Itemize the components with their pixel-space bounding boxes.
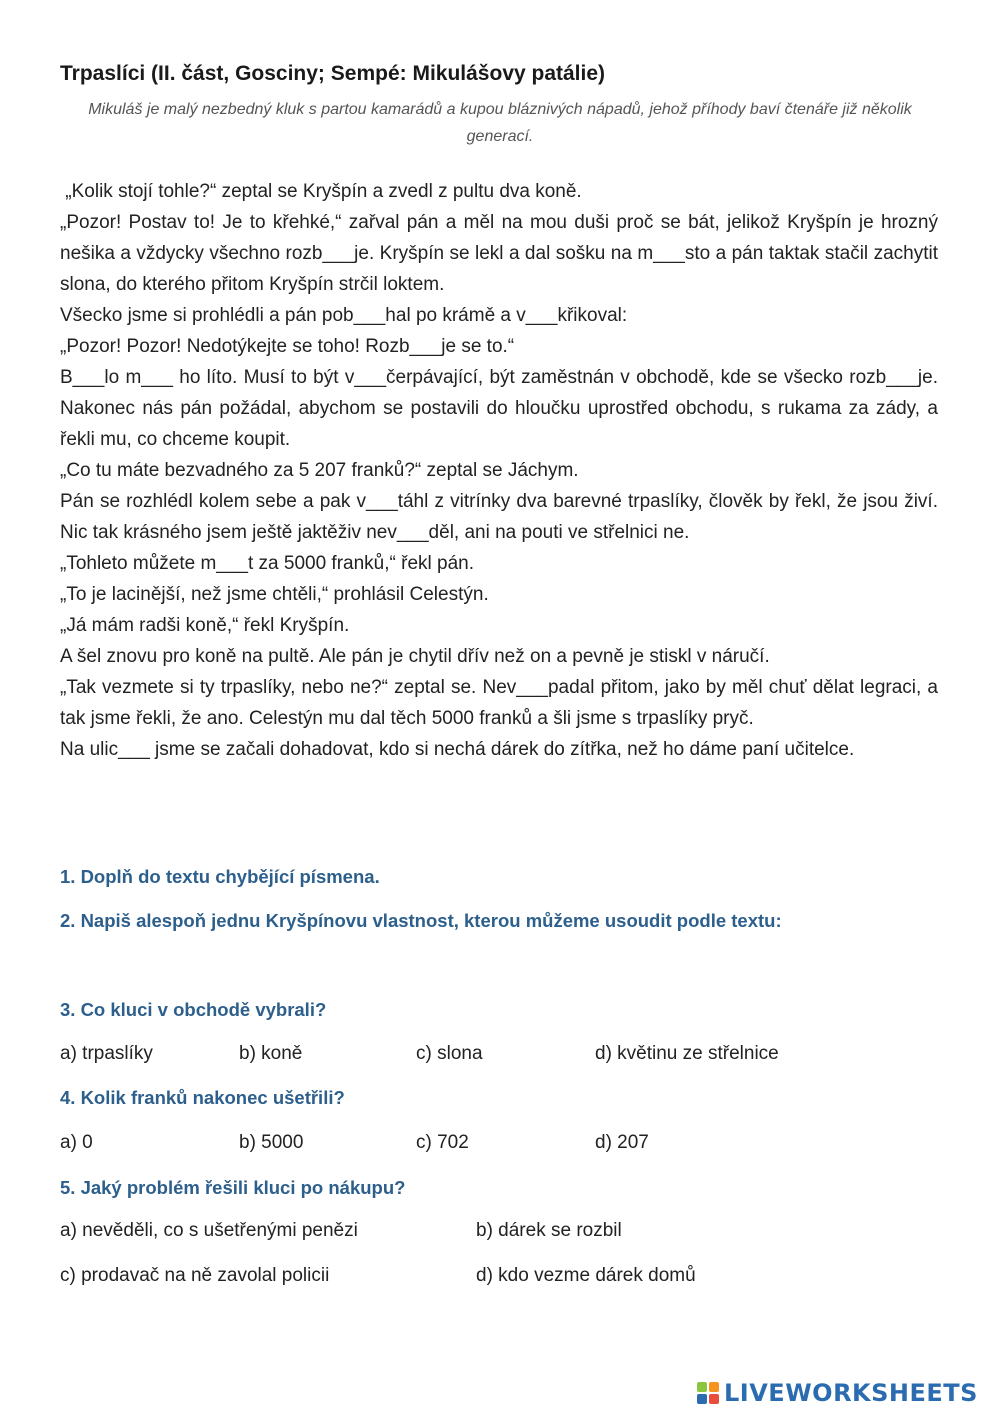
story-paragraph: „Tohleto můžete m___t za 5000 franků,“ řekl pán.: [60, 553, 475, 574]
option-a[interactable]: a) 0: [60, 1132, 93, 1153]
question-3: 3. Co kluci v obchodě vybrali?: [60, 999, 327, 1020]
question-5: 5. Jaký problém řešili kluci po nákupu?: [60, 1177, 406, 1198]
document-title: Trpaslíci (II. část, Gosciny; Sempé: Mikulášovy patálie): [60, 62, 606, 85]
question-5-options-row-1: [60, 1220, 940, 1250]
story-paragraph: „Kolik stojí tohle?“ zeptal se Kryšpín a zvedl z pultu dva koně.: [60, 181, 582, 202]
story-paragraph: „Pozor! Pozor! Nedotýkejte se toho! Rozb___je se to.“: [60, 336, 515, 357]
document-subtitle: Mikuláš je malý nezbedný kluk s partou kamarádů a kupou bláznivých nápadů, jehož příhody baví čtenáře již několik generací.: [88, 101, 912, 145]
question-4: 4. Kolik franků nakonec ušetřili?: [60, 1087, 345, 1108]
question-3-options: [60, 1043, 940, 1073]
story-paragraph: „Já mám radši koně,“ řekl Kryšpín.: [60, 615, 350, 636]
option-a[interactable]: a) nevěděli, co s ušetřenými penězi: [60, 1220, 358, 1241]
option-b[interactable]: b) 5000: [239, 1132, 304, 1153]
option-b[interactable]: b) koně: [239, 1043, 303, 1064]
story-paragraph: „To je lacinější, než jsme chtěli,“ prohlásil Celestýn.: [60, 584, 489, 605]
story-paragraph: A šel znovu pro koně na pultě. Ale pán je chytil dřív než on a pevně je stiskl v náručí.: [60, 646, 770, 667]
story-paragraph: Všecko jsme si prohlédli a pán pob___hal po krámě a v___křikoval:: [60, 305, 628, 326]
story-paragraph: Na ulic___ jsme se začali dohadovat, kdo si nechá dárek do zítřka, než ho dáme paní učitelce.: [60, 739, 855, 760]
option-a[interactable]: a) trpaslíky: [60, 1043, 153, 1064]
story-paragraph: „Tak vezmete si ty trpaslíky, nebo ne?“ zeptal se. Nev___padal přitom, jako by měl chuť dělat legraci, a tak jsme řekli, že ano. Celestýn mu dal těch 5000 franků a šli jsme s trpaslíky pryč.: [60, 677, 938, 729]
logo-text: LIVEWORKSHEETS: [724, 1379, 978, 1407]
option-d[interactable]: d) 207: [595, 1132, 649, 1153]
option-c[interactable]: c) prodavač na ně zavolal policii: [60, 1265, 330, 1286]
question-5-options-row-2: [60, 1265, 940, 1295]
question-4-options: [60, 1132, 940, 1162]
story-paragraph: „Co tu máte bezvadného za 5 207 franků?“ zeptal se Jáchym.: [60, 460, 579, 481]
story-paragraph: B___lo m___ ho líto. Musí to být v___čerpávající, být zaměstnán v obchodě, kde se všecko rozb___je. Nakonec nás pán požádal, abychom se postavili do hloučku uprostřed obchodu, s rukama za zády, a řekli mu, co chceme koupit.: [60, 367, 938, 450]
question-1: 1. Doplň do textu chybějící písmena.: [60, 866, 380, 887]
option-b[interactable]: b) dárek se rozbil: [476, 1220, 622, 1241]
story-text: [60, 176, 938, 765]
liveworksheets-logo-icon: [697, 1382, 719, 1404]
liveworksheets-logo[interactable]: [697, 1378, 978, 1408]
option-d[interactable]: d) kdo vezme dárek domů: [476, 1265, 696, 1286]
story-paragraph: „Pozor! Postav to! Je to křehké,“ zařval pán a měl na mou duši proč se bát, jelikož Kryšpín je hrozný nešika a vždycky všechno rozb___je. Kryšpín se lekl a dal sošku na m___sto a pán taktak stačil zachytit slona, do kterého přitom Kryšpín strčil loktem.: [60, 212, 938, 295]
option-d[interactable]: d) květinu ze střelnice: [595, 1043, 779, 1064]
story-paragraph: Pán se rozhlédl kolem sebe a pak v___táhl z vitrínky dva barevné trpaslíky, člověk by řekl, že jsou živí. Nic tak krásného jsem ještě jaktěživ nev___děl, ani na pouti ve střelnici ne.: [60, 491, 938, 543]
option-c[interactable]: c) slona: [416, 1043, 483, 1064]
question-2: 2. Napiš alespoň jednu Kryšpínovu vlastnost, kterou můžeme usoudit podle textu:: [60, 910, 782, 931]
option-c[interactable]: c) 702: [416, 1132, 469, 1153]
